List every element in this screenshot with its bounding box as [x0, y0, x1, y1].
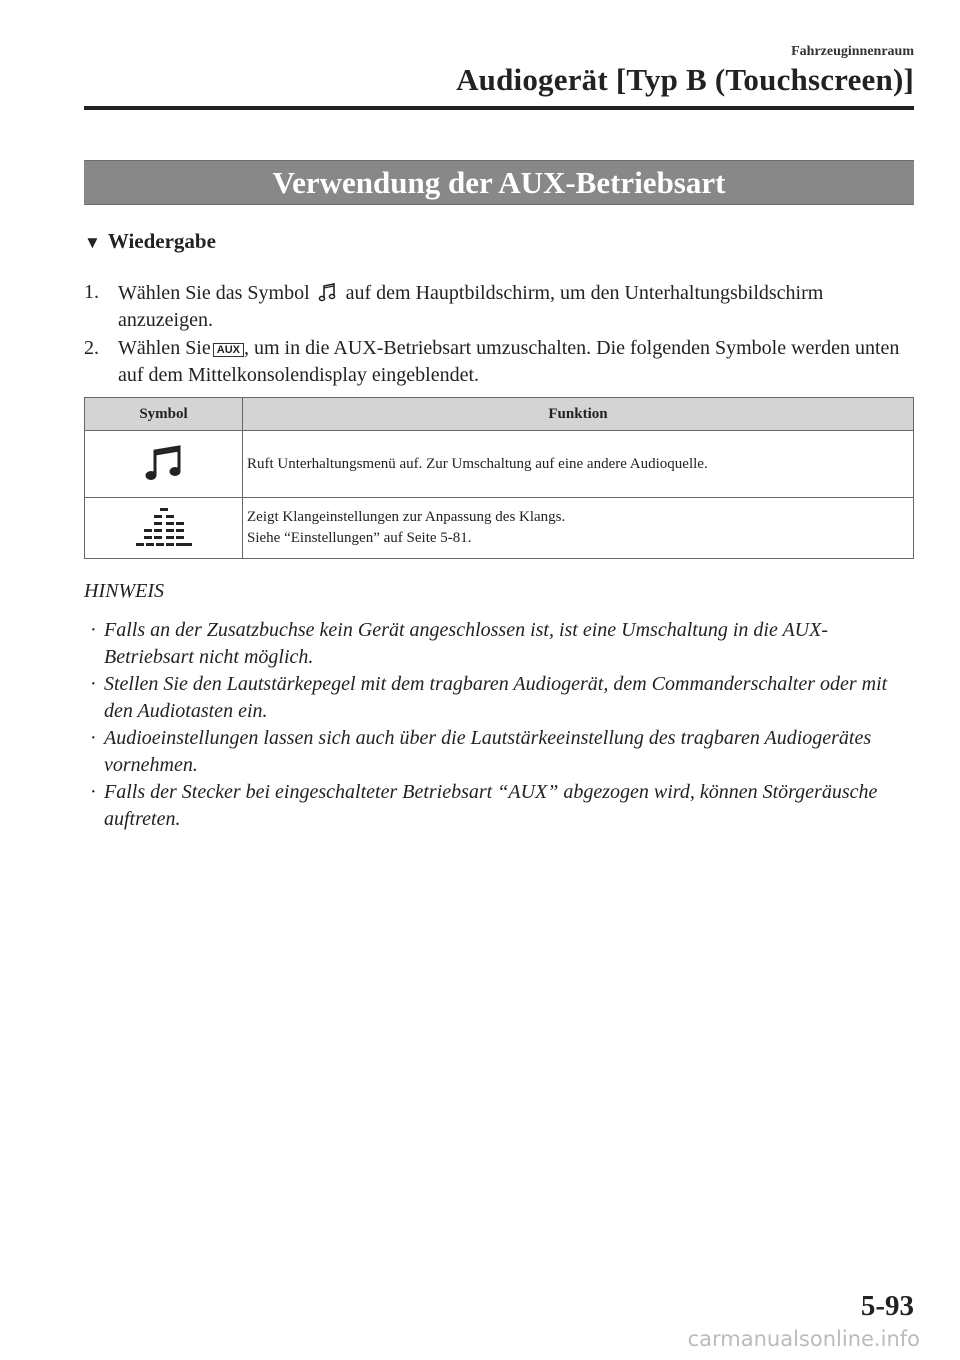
note-text: Stellen Sie den Lautstärkepegel mit dem tragbaren Audiogerät, dem Commanderschalter oder mit den Audiotasten ein. [104, 673, 888, 722]
equalizer-icon [136, 505, 192, 551]
bullet-icon: · [90, 673, 97, 695]
note-text: Falls der Stecker bei eingeschalteter Betriebsart “AUX” abgezogen wird, können Störgeräusche auftreten. [104, 781, 878, 830]
step-text-after: , um in die AUX-Betriebsart umzuschalten. Die folgenden Symbole werden unten auf dem Mittelkonsolendisplay eingeblendet. [118, 337, 900, 386]
note-text: Audioeinstellungen lassen sich auch über die Lautstärkeeinstellung des tragbaren Audiogerätes vornehmen. [104, 727, 872, 776]
step-text-before: Wählen Sie [118, 337, 211, 359]
step-text-before: Wählen Sie das Symbol [118, 282, 310, 304]
note-item [84, 671, 914, 725]
step-1 [84, 279, 914, 334]
subheading-text: Wiedergabe [107, 229, 216, 253]
note-item [84, 779, 914, 833]
bullet-icon: · [90, 781, 97, 803]
page-number: 5-93 [860, 1290, 914, 1322]
section-banner: Verwendung der AUX-Betriebsart [84, 160, 914, 205]
function-text: Ruft Unterhaltungsmenü auf. Zur Umschaltung auf eine andere Audioquelle. [247, 455, 708, 472]
bullet-icon: · [90, 727, 97, 749]
function-text: Zeigt Klangeinstellungen zur Anpassung des Klangs. [247, 509, 566, 525]
table-row [85, 431, 914, 498]
function-cell [243, 431, 914, 498]
page-header-title: Audiogerät [Typ B (Touchscreen)] [456, 62, 914, 97]
step-text-after: auf dem Hauptbildschirm, um den Unterhaltungsbildschirm anzuzeigen. [118, 282, 824, 331]
note-text: Falls an der Zusatzbuchse kein Gerät angeschlossen ist, ist eine Umschaltung in die AUX-Betriebsart nicht möglich. [104, 619, 828, 668]
symbol-table [84, 397, 914, 559]
step-text [118, 335, 914, 389]
subheading-marker-icon: ▼ [84, 233, 101, 252]
section-label: Fahrzeuginnenraum [791, 44, 914, 59]
step-text [118, 279, 914, 334]
table-header-symbol: Symbol [85, 398, 243, 431]
table-row [85, 498, 914, 559]
function-cell [243, 498, 914, 559]
function-text: Siehe “Einstellungen” auf Seite 5-81. [247, 530, 472, 546]
step-number: 2. [84, 337, 99, 359]
footer-watermark[interactable]: carmanualsonline.info [687, 1327, 920, 1351]
note-heading: HINWEIS [84, 580, 164, 602]
note-item [84, 725, 914, 779]
step-number: 1. [84, 281, 99, 303]
table-header-row [85, 398, 914, 431]
music-note-icon [142, 442, 186, 486]
bullet-icon: · [90, 619, 97, 641]
step-2 [84, 335, 914, 389]
header-rule [84, 106, 914, 110]
subheading [84, 229, 216, 254]
music-note-icon [315, 279, 341, 305]
table-header-funktion: Funktion [243, 398, 914, 431]
symbol-cell [85, 498, 243, 559]
note-item [84, 617, 914, 671]
aux-icon: AUX [213, 343, 244, 357]
symbol-cell [85, 431, 243, 498]
